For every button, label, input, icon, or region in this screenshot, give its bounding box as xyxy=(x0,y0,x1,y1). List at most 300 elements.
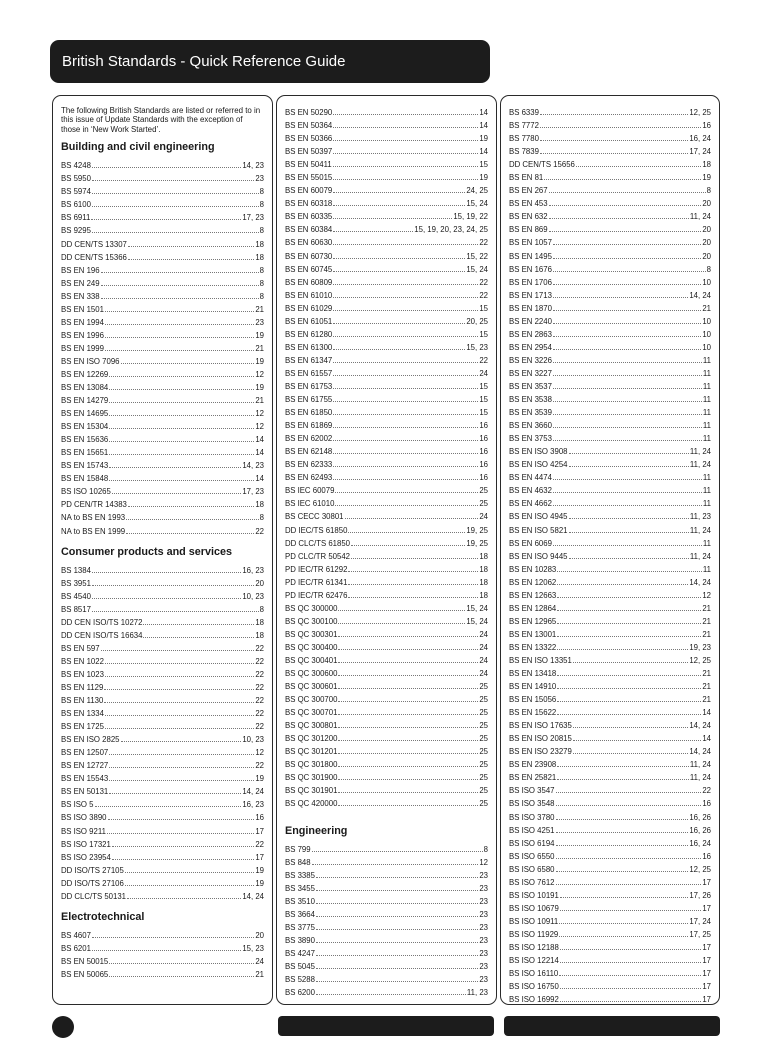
leader-dots xyxy=(556,810,689,820)
standard-code: BS 4540 xyxy=(61,591,91,601)
page-numbers: 19 xyxy=(255,878,264,888)
standard-entry xyxy=(285,470,488,483)
page-numbers: 14 xyxy=(702,708,711,718)
standard-code: BS 8517 xyxy=(61,604,91,614)
standard-entry xyxy=(509,653,711,666)
standard-code: BS ISO 3547 xyxy=(509,786,555,796)
standard-code: BS ISO 4251 xyxy=(509,825,555,835)
leader-dots xyxy=(549,209,689,219)
standard-code: NA to BS EN 1993 xyxy=(61,513,126,523)
standard-code: BS EN ISO 3908 xyxy=(509,447,568,457)
standard-entry xyxy=(61,576,264,589)
page-numbers: 19 xyxy=(255,865,264,875)
standard-code: DD CEN ISO/TS 16634 xyxy=(61,630,143,640)
leader-dots xyxy=(109,393,254,403)
leader-dots xyxy=(121,732,242,742)
standard-code: BS QC 300701 xyxy=(285,708,338,718)
standard-code: BS ISO 10679 xyxy=(509,903,559,913)
standard-entry xyxy=(285,959,488,972)
standard-code: BS EN 12663 xyxy=(509,590,557,600)
leader-dots xyxy=(109,432,254,442)
page-numbers: 16, 23 xyxy=(242,800,264,810)
standard-code: BS EN 81 xyxy=(509,173,544,183)
entry-list-engineering-cont xyxy=(509,105,711,1005)
page-numbers: 18 xyxy=(479,564,488,574)
standard-code: BS QC 300000 xyxy=(285,603,338,613)
leader-dots xyxy=(316,985,466,995)
page-numbers: 11, 24 xyxy=(689,773,711,783)
standard-code: BS EN 60809 xyxy=(285,277,333,287)
page-numbers: 25 xyxy=(479,499,488,509)
standard-code: BS EN 1129 xyxy=(61,683,104,692)
leader-dots xyxy=(316,894,478,904)
page-numbers: 21 xyxy=(702,616,711,626)
standard-code: BS EN 14279 xyxy=(61,396,109,406)
standard-code: BS EN 1057 xyxy=(509,238,552,248)
leader-dots xyxy=(109,954,254,964)
standard-entry xyxy=(285,907,488,920)
leader-dots xyxy=(540,131,688,141)
standard-entry xyxy=(285,314,488,327)
page-numbers: 11 xyxy=(702,421,711,431)
standard-code: BS ISO 10265 xyxy=(61,487,111,497)
standard-entry xyxy=(285,262,488,275)
leader-dots xyxy=(92,171,254,181)
intro-text: The following British Standards are listed or referred to in this issue of Update Standards with the exception of those in ‘New Work Started’. xyxy=(61,106,261,134)
page-numbers: 8 xyxy=(259,265,264,275)
page-number-badge xyxy=(52,1016,74,1038)
page-numbers: 24 xyxy=(255,956,264,966)
leader-dots xyxy=(553,418,702,428)
standard-code: BS EN 1495 xyxy=(509,251,552,261)
page-numbers: 16, 26 xyxy=(689,812,711,822)
page-numbers: 22 xyxy=(479,277,488,287)
section-heading-consumer: Consumer products and services xyxy=(61,545,233,558)
standard-entry xyxy=(285,588,488,601)
leader-dots xyxy=(338,627,478,637)
standard-code: BS ISO 12188 xyxy=(509,943,559,952)
standard-code: BS ISO 7612 xyxy=(509,877,555,887)
page-numbers: 11 xyxy=(702,368,711,378)
standard-code: PD CLC/TR 50542 xyxy=(285,551,351,561)
standard-code: BS 799 xyxy=(285,844,311,854)
page-numbers: 18 xyxy=(479,551,488,561)
standard-code: BS EN 15651 xyxy=(61,448,109,458)
page-numbers: 21 xyxy=(702,695,711,705)
standard-code: BS ISO 3890 xyxy=(61,813,107,823)
standard-code: BS EN 15304 xyxy=(61,422,109,432)
leader-dots xyxy=(316,933,478,943)
page-numbers: 20, 25 xyxy=(466,316,488,326)
standard-code: BS EN 3538 xyxy=(509,395,552,405)
standard-code: BS EN 60318 xyxy=(285,199,333,209)
standard-entry xyxy=(285,796,488,809)
page-numbers: 14 xyxy=(479,108,488,117)
leader-dots xyxy=(126,510,259,520)
page-numbers: 21 xyxy=(255,304,264,314)
leader-dots xyxy=(549,222,702,232)
standard-code: BS 6200 xyxy=(285,988,315,998)
page-numbers: 14, 24 xyxy=(689,290,711,300)
page-numbers: 11, 24 xyxy=(689,460,711,470)
standard-entry xyxy=(509,444,711,457)
page-numbers: 17, 26 xyxy=(689,890,711,900)
standard-code: BS EN 1706 xyxy=(509,277,552,287)
standard-code: BS 4248 xyxy=(61,161,91,171)
standard-code: PD IEC/TR 62476 xyxy=(285,590,348,600)
page-numbers: 10, 23 xyxy=(242,735,264,745)
standard-code: BS 3951 xyxy=(61,578,91,588)
page-numbers: 14 xyxy=(255,448,264,458)
standard-code: BS EN 61850 xyxy=(285,408,333,418)
standard-entry xyxy=(509,679,711,692)
entry-list-electrotechnical xyxy=(61,928,264,980)
standard-entry xyxy=(285,894,488,907)
leader-dots xyxy=(112,484,241,494)
standard-entry xyxy=(61,889,264,902)
standard-code: BS EN 3660 xyxy=(509,421,552,431)
page-numbers: 16 xyxy=(702,799,711,809)
standard-code: BS EN 632 xyxy=(509,212,548,222)
page-numbers: 23 xyxy=(479,870,488,880)
leader-dots xyxy=(338,770,478,780)
page-numbers: 11, 24 xyxy=(689,525,711,535)
standard-entry xyxy=(285,705,488,718)
standard-entry xyxy=(61,876,264,889)
standard-code: BS 4607 xyxy=(61,930,91,940)
leader-dots xyxy=(333,183,465,193)
leader-dots xyxy=(333,170,478,180)
page-numbers: 16 xyxy=(479,421,488,431)
standard-code: DD ISO/TS 27106 xyxy=(61,878,124,888)
page-numbers: 22 xyxy=(255,839,264,849)
standard-code: BS 3510 xyxy=(285,896,315,906)
leader-dots xyxy=(104,693,254,703)
standard-code: BS 7839 xyxy=(509,147,539,157)
leader-dots xyxy=(338,666,478,676)
standard-entry xyxy=(61,719,264,732)
standard-code: BS ISO 17321 xyxy=(61,839,111,849)
standard-code: DD CLC/TS 50131 xyxy=(61,891,127,901)
standard-entry xyxy=(285,340,488,353)
page-numbers: 15 xyxy=(479,395,488,405)
page-numbers: 11 xyxy=(702,408,711,418)
leader-dots xyxy=(105,667,254,677)
leader-dots xyxy=(316,959,478,969)
leader-dots xyxy=(573,718,688,728)
leader-dots xyxy=(557,614,701,624)
leader-dots xyxy=(556,849,702,859)
leader-dots xyxy=(109,445,254,455)
standard-entry xyxy=(285,842,488,855)
standard-entry xyxy=(509,536,711,549)
page-numbers: 15, 19, 22 xyxy=(453,212,488,222)
standard-code: BS EN 13084 xyxy=(61,383,109,393)
standard-entry xyxy=(509,783,711,796)
standard-entry xyxy=(61,171,264,184)
standard-entry xyxy=(61,654,264,667)
page-numbers: 18 xyxy=(255,500,264,510)
leader-dots xyxy=(556,796,702,806)
standard-code: BS ISO 3548 xyxy=(509,799,555,809)
page-numbers: 15, 19, 20, 23, 24, 25 xyxy=(414,225,488,235)
page-numbers: 11, 24 xyxy=(689,447,711,457)
leader-dots xyxy=(553,405,702,415)
leader-dots xyxy=(348,588,478,598)
page-numbers: 15 xyxy=(479,381,488,391)
standard-entry xyxy=(509,562,711,575)
standard-code: BS EN 1994 xyxy=(61,317,104,327)
standard-entry xyxy=(285,275,488,288)
standard-code: BS EN ISO 4945 xyxy=(509,512,568,522)
standard-code: BS EN 15056 xyxy=(509,695,557,705)
leader-dots xyxy=(316,907,478,917)
standard-entry xyxy=(61,628,264,641)
page-numbers: 25 xyxy=(479,786,488,796)
page-numbers: 22 xyxy=(255,696,264,706)
page-numbers: 15 xyxy=(479,160,488,170)
standard-entry xyxy=(285,946,488,959)
standard-entry xyxy=(285,783,488,796)
page-numbers: 24 xyxy=(479,368,488,378)
page-numbers: 17 xyxy=(702,903,711,913)
leader-dots xyxy=(91,210,241,220)
leader-dots xyxy=(112,850,254,860)
leader-dots xyxy=(316,868,478,878)
standard-entry xyxy=(509,810,711,823)
leader-dots xyxy=(351,549,478,559)
leader-dots xyxy=(333,196,465,206)
standard-code: BS EN 267 xyxy=(509,186,548,196)
page-numbers: 25 xyxy=(479,695,488,705)
leader-dots xyxy=(549,183,706,193)
page-title-bar xyxy=(50,40,490,83)
page-numbers: 23 xyxy=(255,174,264,184)
page-numbers: 14, 23 xyxy=(242,461,264,471)
page-numbers: 11 xyxy=(702,381,711,391)
leader-dots xyxy=(333,105,478,115)
leader-dots xyxy=(92,197,259,207)
standard-code: BS EN 1999 xyxy=(61,343,104,353)
standard-code: BS EN ISO 20815 xyxy=(509,734,572,744)
standard-entry xyxy=(61,237,264,250)
standard-entry xyxy=(61,197,264,210)
standard-entry xyxy=(509,849,711,862)
leader-dots xyxy=(560,888,688,898)
page-numbers: 12 xyxy=(702,590,711,600)
leader-dots xyxy=(101,641,255,651)
page-numbers: 21 xyxy=(255,969,264,979)
standard-entry xyxy=(285,640,488,653)
standard-entry xyxy=(61,250,264,263)
standard-code: BS EN 60335 xyxy=(285,212,333,222)
standard-code: BS QC 300100 xyxy=(285,616,338,626)
leader-dots xyxy=(143,615,254,625)
standard-entry xyxy=(61,367,264,380)
standard-entry xyxy=(61,445,264,458)
page-numbers: 15, 23 xyxy=(466,342,488,352)
standard-code: BS EN 60745 xyxy=(285,264,333,274)
standard-entry xyxy=(509,118,711,131)
leader-dots xyxy=(333,392,478,402)
standard-entry xyxy=(509,392,711,405)
page-numbers: 10 xyxy=(702,329,711,339)
standard-entry xyxy=(61,602,264,615)
page-numbers: 24 xyxy=(479,655,488,665)
standard-entry xyxy=(61,158,264,171)
page-numbers: 11, 24 xyxy=(689,760,711,770)
standard-code: BS 848 xyxy=(285,857,311,867)
standard-entry xyxy=(61,497,264,510)
page-numbers: 22 xyxy=(255,643,264,653)
standard-entry xyxy=(509,105,711,118)
standard-code: BS EN 61755 xyxy=(285,395,333,405)
standard-entry xyxy=(285,972,488,985)
leader-dots xyxy=(553,470,702,480)
standard-entry xyxy=(61,941,264,954)
leader-dots xyxy=(560,953,701,963)
standard-code: BS EN 61010 xyxy=(285,290,333,300)
standard-code: BS ISO 6580 xyxy=(509,864,555,874)
entry-list-building xyxy=(61,158,264,536)
standard-code: BS ISO 16110 xyxy=(509,969,559,979)
leader-dots xyxy=(109,771,254,781)
standard-code: BS QC 300301 xyxy=(285,629,338,639)
page-numbers: 18 xyxy=(255,252,264,262)
page-numbers: 23 xyxy=(255,317,264,327)
leader-dots xyxy=(312,855,479,865)
standard-code: PD CEN/TR 14383 xyxy=(61,500,127,510)
standard-code: BS EN 50366 xyxy=(285,134,333,144)
standard-code: BS 4247 xyxy=(285,948,315,958)
standard-entry xyxy=(61,824,264,837)
standard-entry xyxy=(61,223,264,236)
page-numbers: 8 xyxy=(706,264,711,274)
standard-entry xyxy=(509,692,711,705)
leader-dots xyxy=(544,170,701,180)
standard-entry xyxy=(285,131,488,144)
standard-entry xyxy=(285,744,488,757)
page-numbers: 14, 24 xyxy=(689,747,711,757)
section-heading-building: Building and civil engineering xyxy=(61,141,215,154)
leader-dots xyxy=(101,289,259,299)
leader-dots xyxy=(345,509,479,519)
standard-code: BS ISO 5 xyxy=(61,800,94,810)
standard-entry xyxy=(509,301,711,314)
standard-code: BS EN 1130 xyxy=(61,696,104,706)
page-numbers: 11 xyxy=(702,473,711,483)
standard-code: BS IEC 60079 xyxy=(285,486,335,496)
standard-code: BS EN 6069 xyxy=(509,538,552,548)
standard-entry xyxy=(285,731,488,744)
leader-dots xyxy=(109,967,254,977)
standard-code: DD CEN/TS 13307 xyxy=(61,239,127,249)
standard-code: BS EN 3753 xyxy=(509,434,552,444)
standard-entry xyxy=(285,183,488,196)
standard-entry xyxy=(61,393,264,406)
standard-code: BS EN 12965 xyxy=(509,616,557,626)
standard-code: BS EN 23908 xyxy=(509,760,557,770)
standard-code: BS EN 25821 xyxy=(509,773,557,783)
standard-code: BS ISO 16992 xyxy=(509,995,559,1005)
standard-entry xyxy=(509,131,711,144)
standard-entry xyxy=(285,170,488,183)
standard-code: BS EN 50065 xyxy=(61,969,109,979)
standard-entry xyxy=(61,419,264,432)
leader-dots xyxy=(127,889,241,899)
standard-code: BS EN 62148 xyxy=(285,447,333,457)
leader-dots xyxy=(557,627,701,637)
leader-dots xyxy=(333,470,478,480)
page-numbers: 17 xyxy=(702,877,711,887)
standard-entry xyxy=(509,927,711,940)
page-numbers: 14, 24 xyxy=(242,891,264,901)
standard-entry xyxy=(509,144,711,157)
leader-dots xyxy=(569,523,689,533)
standard-entry xyxy=(61,810,264,823)
leader-dots xyxy=(553,340,701,350)
leader-dots xyxy=(316,972,478,982)
leader-dots xyxy=(333,144,478,154)
page-numbers: 17 xyxy=(702,982,711,992)
standard-entry xyxy=(285,366,488,379)
leader-dots xyxy=(109,758,254,768)
page-numbers: 11 xyxy=(702,499,711,509)
standard-entry xyxy=(61,406,264,419)
page-numbers: 18 xyxy=(255,630,264,640)
standard-code: BS EN 4662 xyxy=(509,499,552,509)
page-numbers: 22 xyxy=(255,709,264,719)
standard-entry xyxy=(509,314,711,327)
standard-entry xyxy=(285,105,488,118)
page-numbers: 11, 23 xyxy=(689,512,711,522)
standard-code: BS 3890 xyxy=(285,935,315,945)
standard-entry xyxy=(61,484,264,497)
standard-entry xyxy=(61,302,264,315)
page-numbers: 14 xyxy=(479,121,488,131)
leader-dots xyxy=(573,653,688,663)
page-numbers: 20 xyxy=(255,930,264,940)
standard-code: NA to BS EN 1999 xyxy=(61,526,126,536)
standard-code: BS ISO 6550 xyxy=(509,851,555,861)
page-numbers: 10 xyxy=(702,316,711,326)
leader-dots xyxy=(333,222,413,232)
standard-code: BS EN 10283 xyxy=(509,564,557,574)
page-numbers: 24 xyxy=(479,512,488,522)
standard-entry xyxy=(509,875,711,888)
page-title: British Standards - Quick Reference Guide xyxy=(62,53,346,70)
page-numbers: 17 xyxy=(255,826,264,836)
leader-dots xyxy=(333,431,478,441)
standard-entry xyxy=(285,157,488,170)
standard-code: BS EN 55015 xyxy=(285,173,333,183)
leader-dots xyxy=(333,340,465,350)
standard-entry xyxy=(509,836,711,849)
standard-entry xyxy=(61,771,264,784)
standard-entry xyxy=(285,209,488,222)
standard-code: BS EN 50411 xyxy=(285,160,332,170)
standard-entry xyxy=(509,940,711,953)
standard-code: BS EN 61300 xyxy=(285,342,333,352)
leader-dots xyxy=(92,602,259,612)
leader-dots xyxy=(109,471,254,481)
standard-entry xyxy=(285,509,488,522)
page-numbers: 15, 23 xyxy=(242,943,264,953)
page-numbers: 21 xyxy=(702,303,711,313)
standard-code: BS EN ISO 5821 xyxy=(509,525,568,535)
standard-code: BS 5950 xyxy=(61,174,91,184)
leader-dots xyxy=(540,118,701,128)
